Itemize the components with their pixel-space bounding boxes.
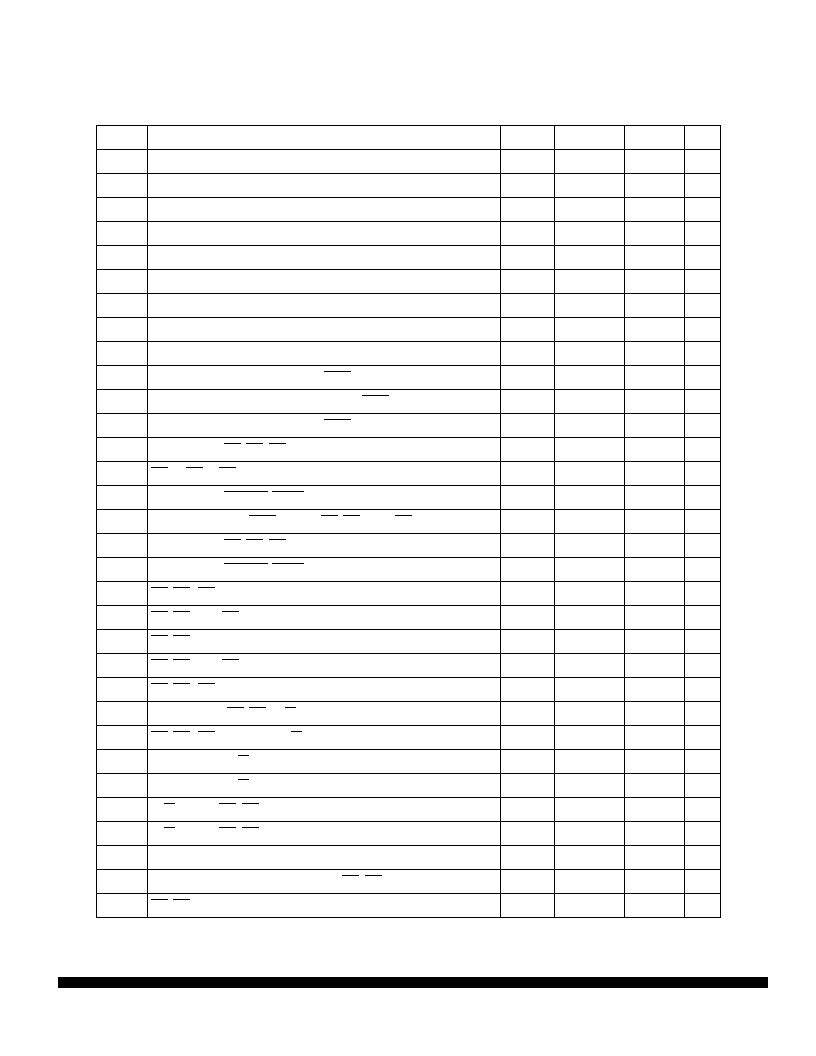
table-row — [97, 822, 721, 846]
table-cell — [501, 462, 555, 486]
table-cell — [555, 534, 625, 558]
table-row — [97, 750, 721, 774]
table-cell — [148, 726, 501, 750]
signal-overline — [342, 875, 359, 876]
table-cell — [685, 462, 721, 486]
table-cell — [148, 702, 501, 726]
table-cell — [555, 894, 625, 918]
table-cell — [97, 462, 148, 486]
table-cell — [501, 150, 555, 174]
table-cell — [685, 654, 721, 678]
table-cell — [148, 630, 501, 654]
table-cell — [555, 390, 625, 414]
signal-overline — [164, 827, 175, 828]
table-cell — [97, 342, 148, 366]
table-cell — [148, 606, 501, 630]
table-cell — [148, 798, 501, 822]
table-row — [97, 126, 721, 150]
signal-overline — [151, 587, 168, 588]
table-cell — [625, 798, 685, 822]
table-cell — [148, 750, 501, 774]
table-cell — [685, 774, 721, 798]
table-cell — [685, 750, 721, 774]
table-cell — [555, 750, 625, 774]
table-row — [97, 870, 721, 894]
table-cell — [555, 510, 625, 534]
table-cell — [501, 774, 555, 798]
signal-overline — [246, 443, 263, 444]
table-cell — [685, 198, 721, 222]
signal-overline — [242, 803, 259, 804]
table-row — [97, 534, 721, 558]
table-cell — [501, 702, 555, 726]
table-cell — [685, 150, 721, 174]
table-cell — [501, 366, 555, 390]
signal-overline — [151, 683, 168, 684]
table-cell — [685, 606, 721, 630]
table-cell — [555, 414, 625, 438]
table-cell — [625, 750, 685, 774]
table-cell — [625, 390, 685, 414]
table-cell — [685, 390, 721, 414]
table-cell — [555, 318, 625, 342]
table-cell — [148, 678, 501, 702]
table-cell — [555, 150, 625, 174]
table-cell — [685, 870, 721, 894]
signal-overline — [173, 587, 190, 588]
table-cell — [555, 798, 625, 822]
table-row — [97, 702, 721, 726]
table-cell — [97, 390, 148, 414]
table-cell — [97, 486, 148, 510]
signal-overline — [173, 683, 190, 684]
table-cell — [501, 822, 555, 846]
table-cell — [148, 558, 501, 582]
table-cell — [148, 822, 501, 846]
table-row — [97, 726, 721, 750]
signal-overline — [324, 419, 351, 420]
table-cell — [685, 126, 721, 150]
table-cell — [685, 318, 721, 342]
table-row — [97, 462, 721, 486]
table-cell — [148, 654, 501, 678]
table-cell — [625, 438, 685, 462]
table-cell — [501, 894, 555, 918]
table-cell — [555, 198, 625, 222]
table-row — [97, 390, 721, 414]
table-row — [97, 798, 721, 822]
signal-overline — [224, 563, 268, 564]
signal-overline — [227, 707, 244, 708]
table-cell — [501, 534, 555, 558]
table-cell — [97, 510, 148, 534]
table-row — [97, 174, 721, 198]
signal-overline — [238, 755, 249, 756]
table-cell — [625, 294, 685, 318]
table-cell — [625, 702, 685, 726]
table-cell — [685, 726, 721, 750]
signal-overline — [272, 563, 304, 564]
table-cell — [625, 822, 685, 846]
table-cell — [501, 726, 555, 750]
signal-overline — [164, 803, 175, 804]
table-cell — [685, 342, 721, 366]
signal-overline — [186, 467, 203, 468]
table-cell — [685, 510, 721, 534]
table-row — [97, 270, 721, 294]
table-cell — [148, 270, 501, 294]
table-row — [97, 366, 721, 390]
table-row — [97, 582, 721, 606]
table-cell — [501, 438, 555, 462]
table-cell — [685, 366, 721, 390]
table-cell — [501, 630, 555, 654]
table-cell — [555, 654, 625, 678]
table-cell — [97, 678, 148, 702]
table-cell — [501, 270, 555, 294]
table-cell — [148, 246, 501, 270]
table-cell — [501, 798, 555, 822]
signal-overline — [151, 467, 168, 468]
table-cell — [685, 246, 721, 270]
table-cell — [685, 822, 721, 846]
signal-overline — [269, 539, 286, 540]
table-cell — [501, 294, 555, 318]
table-cell — [625, 774, 685, 798]
table-row — [97, 774, 721, 798]
table-cell — [625, 222, 685, 246]
table-cell — [555, 174, 625, 198]
table-cell — [555, 774, 625, 798]
table-cell — [148, 366, 501, 390]
table-cell — [148, 390, 501, 414]
table-row — [97, 342, 721, 366]
table-cell — [555, 678, 625, 702]
signal-overline — [151, 899, 168, 900]
table-cell — [625, 366, 685, 390]
signal-overline — [151, 611, 168, 612]
table-cell — [625, 894, 685, 918]
table-row — [97, 654, 721, 678]
signal-overline — [173, 659, 190, 660]
table-cell — [148, 198, 501, 222]
table-cell — [625, 414, 685, 438]
table-cell — [625, 630, 685, 654]
table-cell — [555, 630, 625, 654]
table-cell — [97, 198, 148, 222]
table-cell — [685, 222, 721, 246]
table-cell — [148, 846, 501, 870]
table-cell — [625, 870, 685, 894]
table-cell — [625, 486, 685, 510]
signal-overline — [173, 899, 190, 900]
table-cell — [97, 534, 148, 558]
table-row — [97, 486, 721, 510]
table-cell — [625, 174, 685, 198]
table-cell — [625, 558, 685, 582]
table-cell — [555, 126, 625, 150]
table-cell — [555, 486, 625, 510]
table-cell — [685, 678, 721, 702]
table-row — [97, 318, 721, 342]
signal-overline — [222, 659, 239, 660]
table-cell — [148, 870, 501, 894]
table-cell — [97, 798, 148, 822]
signal-overline — [321, 515, 338, 516]
table-cell — [148, 294, 501, 318]
table-row — [97, 438, 721, 462]
signal-overline — [249, 707, 266, 708]
table-cell — [148, 222, 501, 246]
table-cell — [555, 342, 625, 366]
signal-overline — [173, 635, 190, 636]
table-cell — [501, 390, 555, 414]
table-cell — [555, 366, 625, 390]
table-cell — [625, 846, 685, 870]
table-cell — [685, 414, 721, 438]
table-cell — [685, 534, 721, 558]
signal-overline — [249, 515, 276, 516]
table-cell — [501, 846, 555, 870]
table-cell — [501, 558, 555, 582]
table-row — [97, 198, 721, 222]
signal-overline — [291, 731, 302, 732]
signal-overline — [395, 515, 412, 516]
table-cell — [97, 750, 148, 774]
signal-overline — [219, 827, 236, 828]
table-cell — [501, 582, 555, 606]
table-cell — [501, 342, 555, 366]
table-cell — [97, 222, 148, 246]
table-cell — [148, 126, 501, 150]
table-cell — [685, 294, 721, 318]
table-cell — [685, 438, 721, 462]
table-cell — [625, 270, 685, 294]
table-cell — [97, 318, 148, 342]
table-cell — [501, 606, 555, 630]
table-cell — [97, 126, 148, 150]
table-row — [97, 558, 721, 582]
signal-overline — [219, 803, 236, 804]
table-cell — [625, 678, 685, 702]
table-cell — [625, 150, 685, 174]
table-cell — [148, 414, 501, 438]
table-cell — [97, 846, 148, 870]
table-cell — [148, 150, 501, 174]
table-cell — [625, 534, 685, 558]
table-cell — [625, 510, 685, 534]
table-cell — [97, 630, 148, 654]
table-cell — [685, 486, 721, 510]
table-row — [97, 150, 721, 174]
signal-overline — [173, 611, 190, 612]
table-row — [97, 222, 721, 246]
table-cell — [148, 342, 501, 366]
signal-overline — [324, 371, 351, 372]
table-cell — [148, 774, 501, 798]
table-cell — [625, 126, 685, 150]
table-cell — [501, 870, 555, 894]
table-cell — [625, 198, 685, 222]
table-row — [97, 894, 721, 918]
table-cell — [685, 798, 721, 822]
table-cell — [685, 630, 721, 654]
table-cell — [625, 246, 685, 270]
signal-overline — [272, 491, 304, 492]
table-cell — [97, 558, 148, 582]
table-cell — [625, 654, 685, 678]
table-row — [97, 678, 721, 702]
table-cell — [555, 222, 625, 246]
table-cell — [97, 366, 148, 390]
table-cell — [97, 246, 148, 270]
table-cell — [501, 246, 555, 270]
signal-overline — [151, 731, 168, 732]
signal-overline — [198, 683, 215, 684]
table-cell — [555, 558, 625, 582]
spec-table-body — [97, 126, 721, 918]
signal-overline — [365, 875, 382, 876]
footer-rule — [58, 977, 768, 988]
signal-overline — [198, 587, 215, 588]
signal-overline — [242, 827, 259, 828]
table-cell — [148, 894, 501, 918]
table-cell — [148, 438, 501, 462]
table-cell — [555, 726, 625, 750]
signal-overline — [343, 515, 360, 516]
table-cell — [97, 702, 148, 726]
table-cell — [97, 894, 148, 918]
signal-overline — [151, 659, 168, 660]
table-cell — [97, 414, 148, 438]
table-cell — [97, 822, 148, 846]
signal-overline — [362, 395, 389, 396]
table-row — [97, 630, 721, 654]
table-cell — [501, 174, 555, 198]
table-cell — [97, 774, 148, 798]
table-cell — [148, 534, 501, 558]
table-cell — [501, 654, 555, 678]
table-cell — [555, 438, 625, 462]
table-cell — [625, 606, 685, 630]
table-cell — [97, 294, 148, 318]
table-cell — [501, 510, 555, 534]
table-cell — [555, 582, 625, 606]
table-cell — [501, 486, 555, 510]
table-cell — [501, 678, 555, 702]
table-cell — [625, 582, 685, 606]
table-row — [97, 510, 721, 534]
table-cell — [685, 174, 721, 198]
table-cell — [555, 462, 625, 486]
table-cell — [97, 726, 148, 750]
table-cell — [685, 270, 721, 294]
table-cell — [625, 726, 685, 750]
signal-overline — [246, 539, 263, 540]
signal-overline — [238, 779, 249, 780]
signal-overline — [222, 611, 239, 612]
table-cell — [501, 318, 555, 342]
table-cell — [148, 486, 501, 510]
table-cell — [501, 414, 555, 438]
signal-overline — [224, 491, 268, 492]
table-cell — [685, 846, 721, 870]
table-cell — [555, 870, 625, 894]
table-cell — [148, 318, 501, 342]
table-cell — [97, 606, 148, 630]
signal-overline — [269, 443, 286, 444]
table-cell — [148, 462, 501, 486]
table-cell — [97, 174, 148, 198]
signal-overline — [224, 443, 241, 444]
table-cell — [97, 870, 148, 894]
table-cell — [625, 462, 685, 486]
table-cell — [685, 894, 721, 918]
table-cell — [148, 582, 501, 606]
table-row — [97, 846, 721, 870]
table-cell — [555, 702, 625, 726]
table-cell — [501, 750, 555, 774]
table-cell — [97, 270, 148, 294]
table-cell — [97, 438, 148, 462]
spec-table — [96, 125, 721, 918]
table-cell — [625, 342, 685, 366]
table-cell — [97, 654, 148, 678]
table-row — [97, 246, 721, 270]
table-cell — [555, 822, 625, 846]
signal-overline — [173, 731, 190, 732]
signal-overline — [151, 635, 168, 636]
table-cell — [501, 198, 555, 222]
table-row — [97, 294, 721, 318]
table-cell — [685, 558, 721, 582]
table-cell — [685, 582, 721, 606]
table-cell — [555, 294, 625, 318]
table-row — [97, 414, 721, 438]
table-cell — [555, 846, 625, 870]
table-cell — [501, 126, 555, 150]
table-cell — [555, 270, 625, 294]
signal-overline — [219, 467, 236, 468]
signal-overline — [224, 539, 241, 540]
table-cell — [555, 606, 625, 630]
table-cell — [148, 174, 501, 198]
table-cell — [97, 150, 148, 174]
table-cell — [148, 510, 501, 534]
signal-overline — [198, 731, 215, 732]
table-row — [97, 606, 721, 630]
signal-overline — [285, 707, 296, 708]
table-cell — [685, 702, 721, 726]
table-cell — [501, 222, 555, 246]
table-cell — [625, 318, 685, 342]
table-cell — [97, 582, 148, 606]
table-cell — [555, 246, 625, 270]
